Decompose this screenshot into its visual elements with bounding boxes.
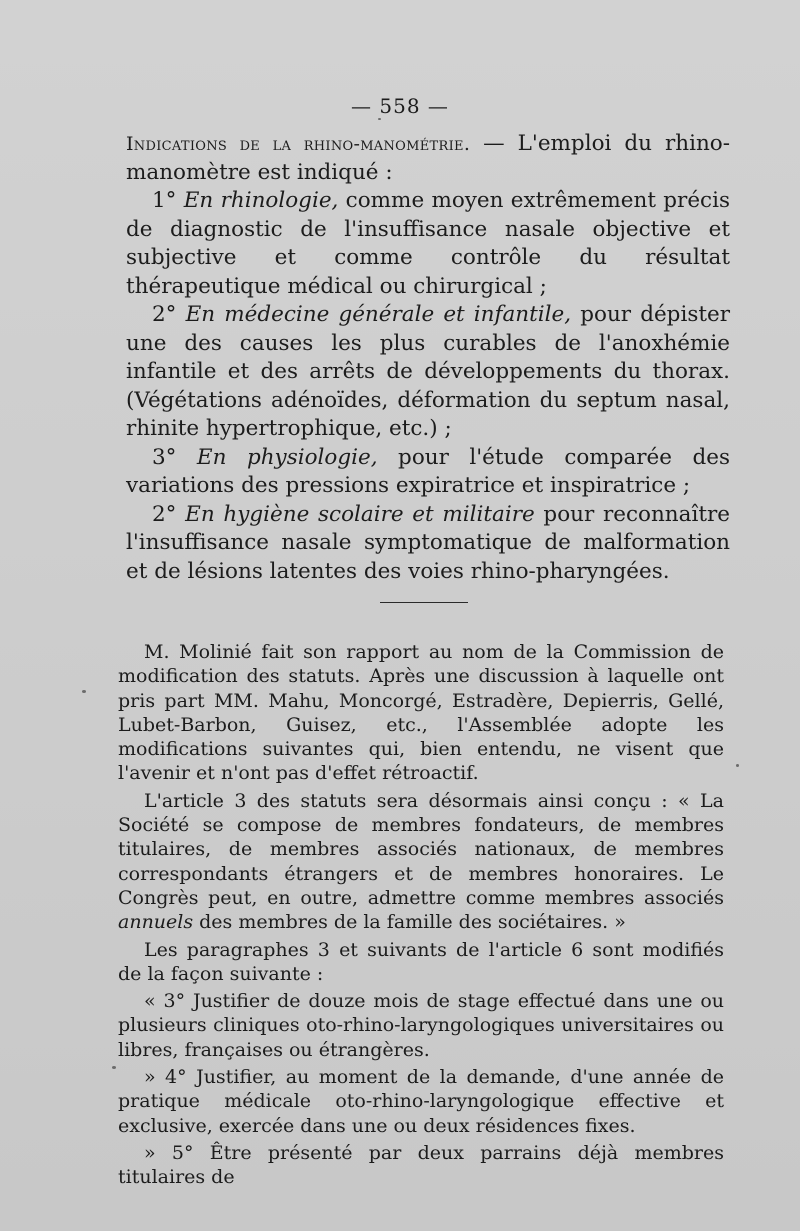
requirement-4: » 4° Justifier, au moment de la demande, d'une année de pratique médicale oto-rhino-laryngologique effective et exclusive, exercée dans une ou deux résidences fixes. bbox=[118, 1066, 724, 1137]
indication-text: pour l'étude comparée des variations des pressions expiratrice et inspiratrice ; bbox=[126, 444, 731, 498]
indication-item-2: 2° En médecine générale et infantile, pour dépister une des causes les plus curables de l'anoxhémie infantile et des arrêts de développements du thorax. (Végétations adénoïdes, déformation du septum nasal, rhinite hypertrophique, etc.) ; bbox=[126, 302, 730, 441]
indication-item-1: 1° En rhinologie, comme moyen extrêmement précis de diagnostic de l'insuffisance nasale objective et subjective et comme contrôle du résultat thérapeutique médical ou chirurgical ; bbox=[126, 188, 731, 299]
indication-item-4: 2° En hygiène scolaire et militaire pour reconnaître l'insuffisance nasale symptomatique de malformation et de lésions latentes des voies rhino-pharyngées. bbox=[126, 501, 730, 584]
indication-label: En hygiène scolaire et militaire bbox=[185, 501, 535, 527]
rhino-manometrie-section bbox=[126, 130, 730, 586]
paper-speck bbox=[736, 764, 739, 767]
section-divider bbox=[380, 602, 468, 603]
report-paragraph: M. Molinié fait son rapport au nom de la Commission de modification des statuts. Après une discussion à laquelle ont pris part MM. Mahu, Moncorgé, Estradère, Depierris, Gellé, Lubet-Barbon, Guisez, etc., l'Assemblée adopte les modifications suivantes qui, bien entendu, ne visent que l'avenir et n'ont pas d'effet rétroactif. bbox=[118, 641, 724, 785]
indication-label: En physiologie, bbox=[196, 444, 378, 470]
indication-label: En médecine générale et infantile, bbox=[185, 302, 572, 327]
section-heading: Indications de la rhino-manométrie. bbox=[126, 133, 471, 155]
indication-text: pour reconnaître l'insuffisance nasale symptomatique de malformation et de lésions latentes des voies rhino-pharyngées. bbox=[126, 501, 730, 584]
indication-text: pour dépister une des causes les plus curables de l'anoxhémie infantile et des arrêts de développements du thorax. (Végétations adénoïdes, déformation du septum nasal, rhinite hypertrophique, etc.) ; bbox=[126, 302, 730, 441]
requirement-3: « 3° Justifier de douze mois de stage effectué dans une ou plusieurs cliniques oto-rhino-laryngologiques universitaires ou libres, françaises ou étrangères. bbox=[118, 990, 724, 1061]
indication-text: comme moyen extrêmement précis de diagnostic de l'insuffisance nasale objective et subjective et comme contrôle du résultat thérapeutique médical ou chirurgical ; bbox=[126, 188, 731, 299]
section-intro bbox=[126, 130, 730, 187]
indication-label: En rhinologie, bbox=[183, 188, 339, 213]
assembly-report-section bbox=[118, 640, 724, 1193]
section-intro-text: — L'emploi du rhino-manomètre est indiqué : bbox=[126, 131, 731, 185]
article-6-paragraph: Les paragraphes 3 et suivants de l'article 6 sont modifiés de la façon suivante : bbox=[118, 938, 724, 985]
paper-speck bbox=[82, 690, 86, 693]
paper-speck bbox=[112, 1066, 116, 1069]
page-number: — 558 — bbox=[351, 94, 449, 118]
requirement-5: » 5° Être présenté par deux parrains déjà membres titulaires de bbox=[118, 1141, 724, 1189]
article-3-paragraph: L'article 3 des statuts sera désormais ainsi conçu : « La Société se compose de membres fondateurs, de membres titulaires, de membres associés nationaux, de membres correspondants étrangers et de membres honoraires. Le Congrès peut, en outre, admettre comme membres associés annuels des membres de la famille des sociétaires. » bbox=[118, 789, 724, 934]
indication-item-3: 3° En physiologie, pour l'étude comparée des variations des pressions expiratrice et inspiratrice ; bbox=[126, 444, 731, 498]
paper-speck bbox=[378, 118, 381, 120]
